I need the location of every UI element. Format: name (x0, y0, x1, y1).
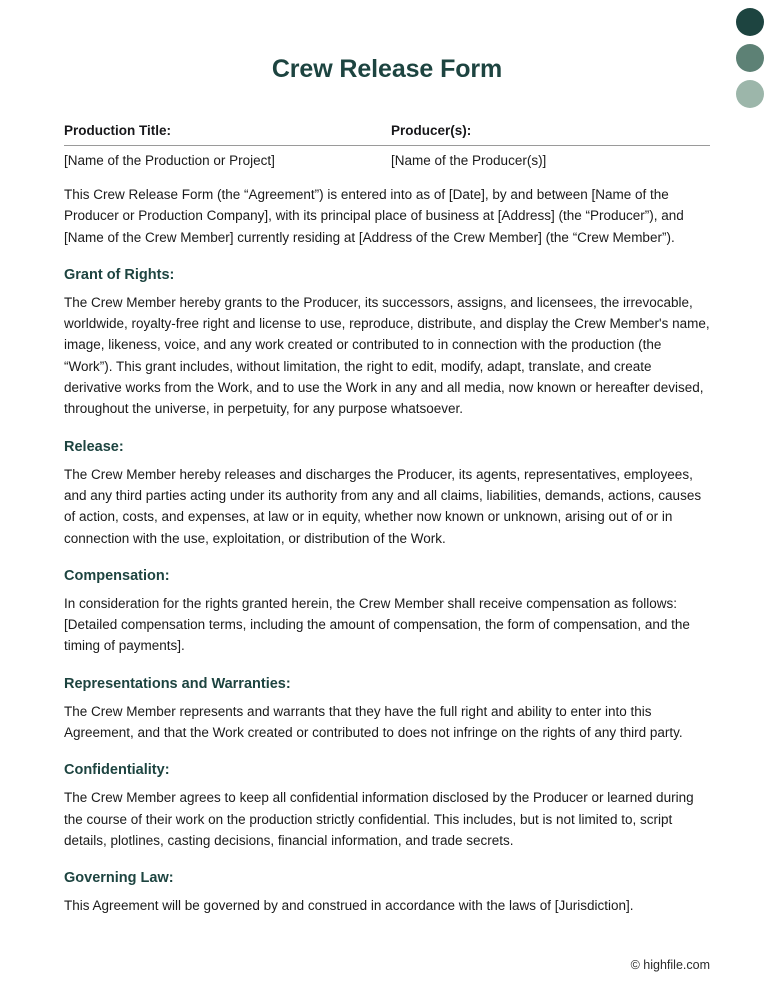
circle-dark-icon (736, 8, 764, 36)
production-title-label: Production Title: (64, 123, 387, 146)
footer-copyright: © highfile.com (630, 958, 710, 972)
section-body-compensation: In consideration for the rights granted herein, the Crew Member shall receive compensation as follows: [Detailed compensation terms, including the amount of compensation, the form of compensation, and the timing of payments]. (64, 595, 690, 654)
section-heading-representations-and-warranties: Representations and Warranties: (64, 675, 291, 692)
decorative-circles (734, 0, 768, 110)
circle-light-icon (736, 80, 764, 108)
section-heading-compensation: Compensation: (64, 567, 170, 584)
section-body-confidentiality: The Crew Member agrees to keep all confidential information disclosed by the Producer or learned during the course of their work on the production strictly confidential. This includes, but is not limited to, script details, plotlines, casting decisions, financial information, and trade secrets. (64, 790, 694, 848)
production-title-field[interactable]: [Name of the Production or Project] (64, 153, 275, 168)
circle-medium-icon (736, 44, 764, 72)
page-title: Crew Release Form (271, 55, 503, 83)
table-header-row (64, 123, 710, 146)
producers-field[interactable]: [Name of the Producer(s)] (391, 153, 547, 168)
intro-paragraph: This Crew Release Form (the “Agreement”) is entered into as of [Date], by and between [Name of the Producer or Production Company], with its principal place of business at [Address] (the “Producer”), and [Name of the Crew Member] currently residing at [Address of the Crew Member] (the “Crew Member”). (64, 187, 684, 245)
section-heading-confidentiality: Confidentiality: (64, 762, 170, 779)
section-body-representations-and-warranties: The Crew Member represents and warrants that they have the full right and ability to enter into this Agreement, and that the Work created or contributed to does not infringe on the rights of any third party. (64, 703, 683, 741)
section-heading-governing-law: Governing Law: (64, 870, 174, 887)
section-body-grant-of-rights: The Crew Member hereby grants to the Producer, its successors, assigns, and licensees, the irrevocable, worldwide, royalty-free right and license to use, reproduce, distribute, and display the Crew Member's name, image, likeness, voice, and any work created or contributed to in connection with the production (the “Work”). This grant includes, without limitation, the right to edit, modify, adapt, translate, and create derivative works from the Work, and to use the Work in any and all media, now known or hereafter devised, throughout the universe, in perpetuity, for any purpose whatsoever. (64, 294, 710, 417)
table-value-row (64, 146, 710, 169)
section-body-governing-law: This Agreement will be governed by and construed in accordance with the laws of [Jurisdiction]. (64, 898, 634, 914)
section-body-release: The Crew Member hereby releases and discharges the Producer, its agents, representatives, employees, and any third parties acting under its authority from any and all claims, liabilities, demands, actions, causes of action, costs, and expenses, at law or in equity, whether now known or unknown, arising out of or in connection with the use, exploitation, or distribution of the Work. (64, 466, 702, 546)
production-info-table (64, 123, 710, 168)
section-heading-grant-of-rights: Grant of Rights: (64, 266, 175, 283)
section-heading-release: Release: (64, 438, 124, 455)
producers-label: Producer(s): (387, 123, 710, 146)
document-content (64, 0, 710, 917)
